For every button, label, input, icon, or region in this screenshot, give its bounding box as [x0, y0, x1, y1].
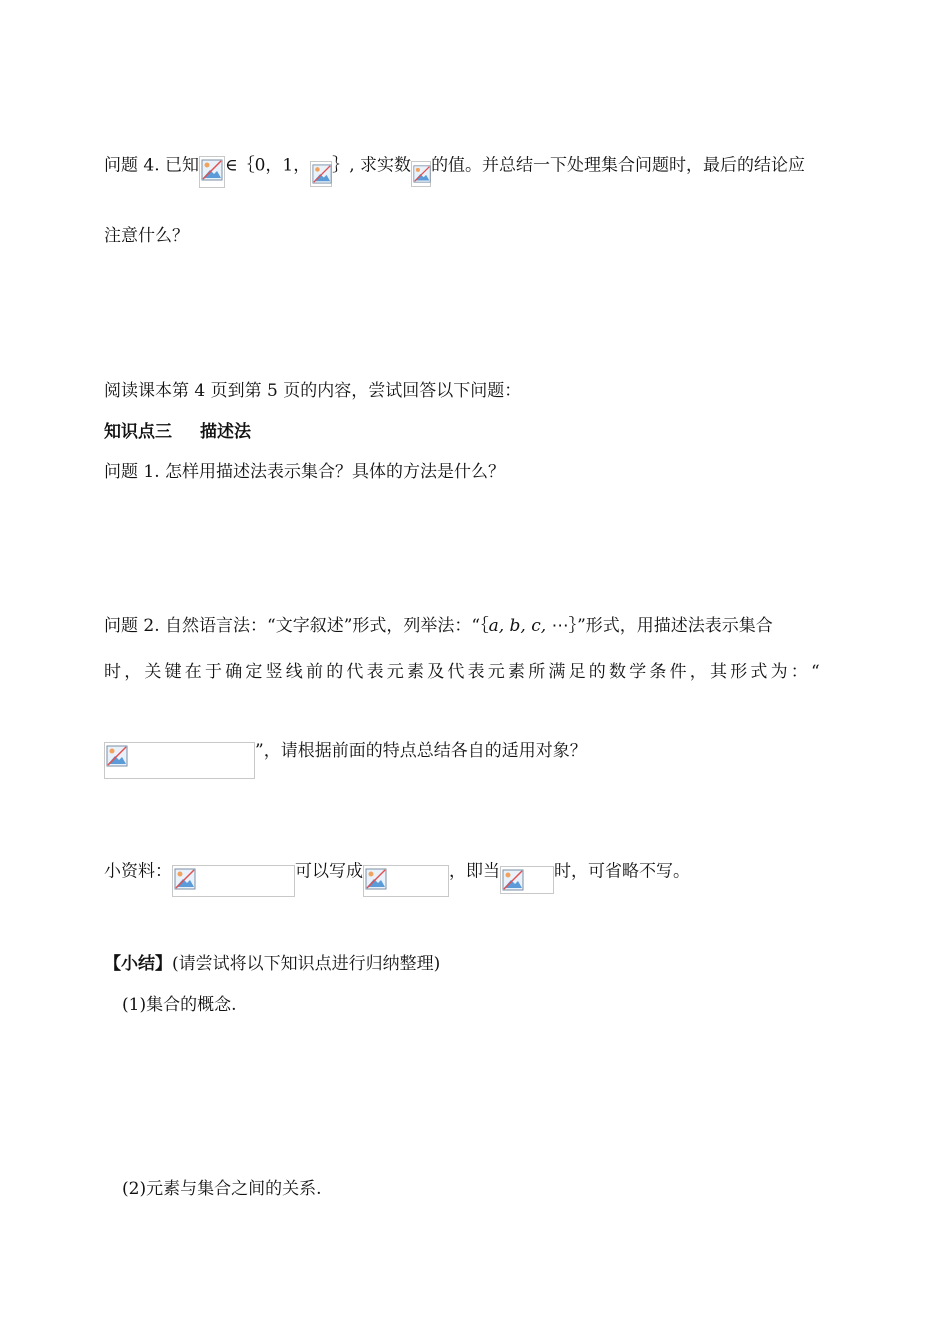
- note-t3: 时，可省略不写。: [554, 861, 690, 882]
- question-4: [104, 150, 805, 182]
- summary-hint: (请尝试将以下知识点进行归纳整理): [172, 954, 441, 974]
- q4-line2: 注意什么？: [104, 226, 189, 246]
- summary-item-1: (1)集合的概念.: [122, 995, 237, 1015]
- note-t1: 可以写成: [295, 861, 363, 882]
- broken-image-icon: [500, 866, 554, 894]
- broken-image-icon: [411, 161, 431, 187]
- broken-image-icon: [172, 865, 295, 897]
- question-1: 问题 1. 怎样用描述法表示集合？具体的方法是什么？: [104, 462, 506, 482]
- summary-heading: [104, 953, 440, 975]
- knowledge-heading: [104, 421, 251, 443]
- q4-mid: ｝, 求实数: [332, 155, 412, 176]
- question-2: [104, 615, 773, 637]
- q2-part2: ⋯｝”形式，用描述法表示集合: [546, 616, 773, 636]
- knowledge-label: 知识点三: [104, 422, 172, 442]
- note-label: 小资料：: [104, 861, 172, 882]
- summary-title: 【小结】: [104, 954, 172, 974]
- q2-line3: [104, 733, 587, 770]
- knowledge-topic: 描述法: [200, 422, 251, 442]
- q4-suffix: 的值。并总结一下处理集合问题时，最后的结论应: [431, 155, 806, 176]
- note-t2: ，即当: [449, 861, 500, 882]
- q4-in-set: ∈｛0，1，: [225, 155, 311, 176]
- broken-image-icon: [363, 865, 449, 897]
- summary-item-2: (2)元素与集合之间的关系.: [122, 1179, 322, 1199]
- q2-line3-text: ”，请根据前面的特点总结各自的适用对象？: [255, 741, 587, 761]
- reading-instruction: 阅读课本第 4 页到第 5 页的内容，尝试回答以下问题：: [104, 381, 522, 401]
- q2-part1: 问题 2. 自然语言法：“文字叙述”形式，列举法：“｛: [104, 616, 489, 636]
- q2-abc: a, b, c,: [488, 616, 547, 636]
- broken-image-icon: [310, 161, 332, 187]
- q2-line2: 时，关键在于确定竖线前的代表元素及代表元素所满足的数学条件，其形式为：“: [104, 662, 823, 682]
- note: [104, 856, 690, 888]
- broken-image-icon: [104, 742, 255, 779]
- q4-prefix: 问题 4. 已知: [104, 155, 200, 176]
- broken-image-icon: [199, 156, 225, 188]
